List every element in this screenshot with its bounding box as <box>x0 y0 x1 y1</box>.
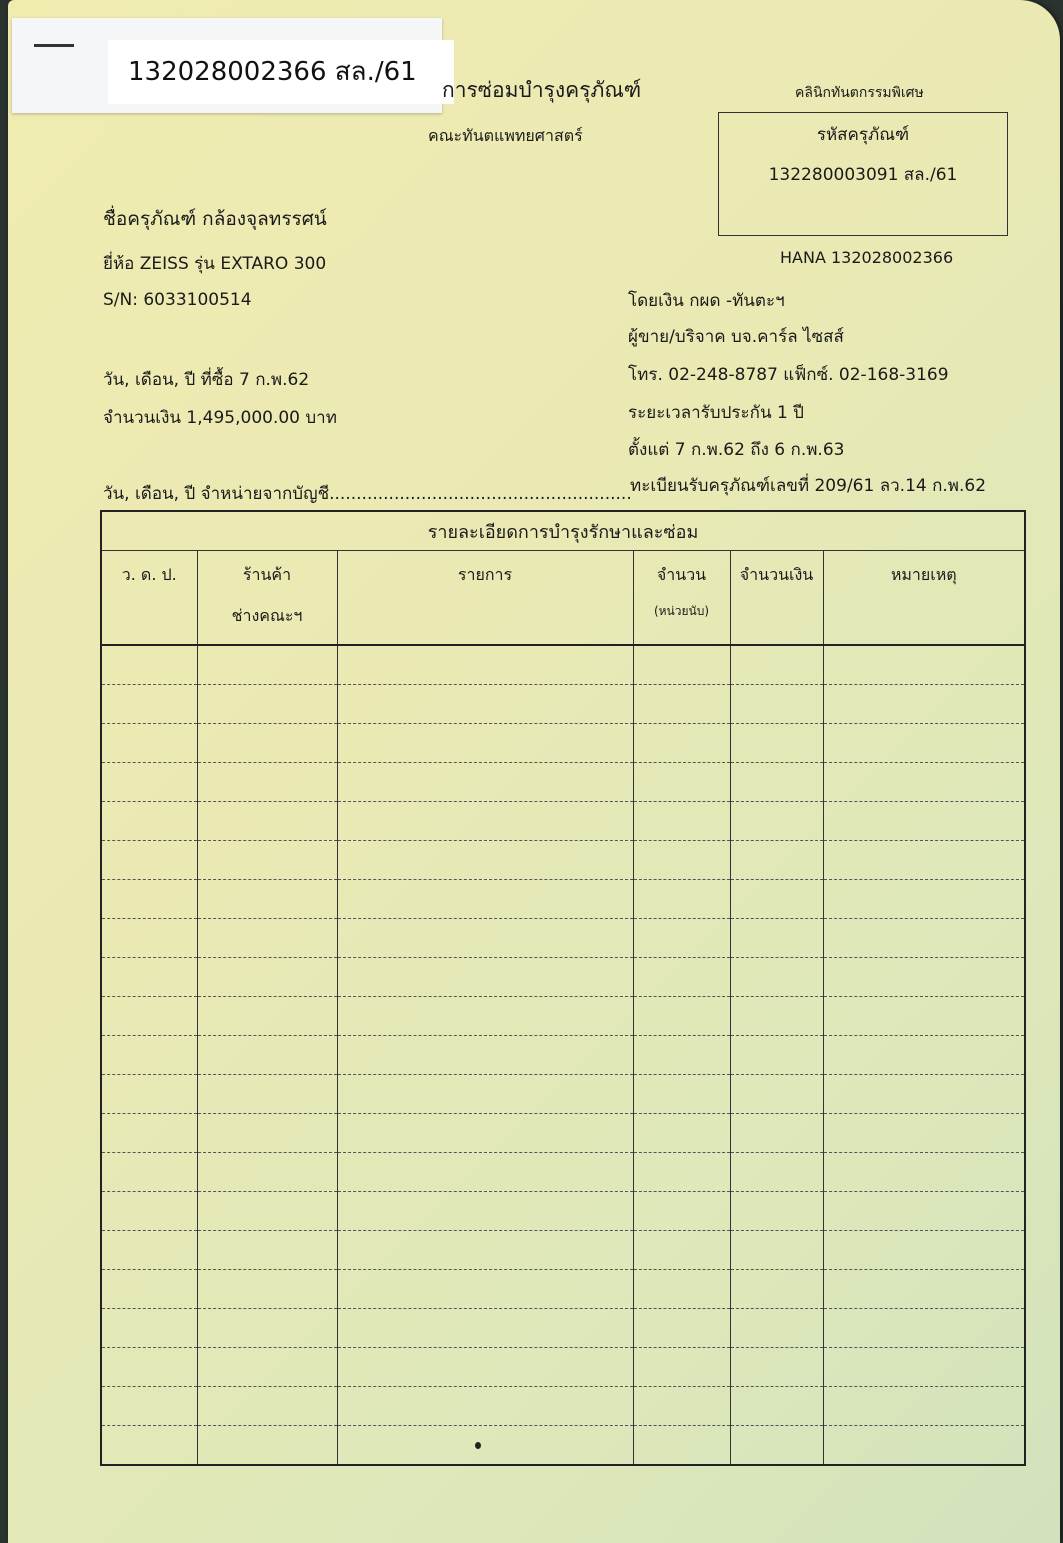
table-cell <box>633 802 730 841</box>
table-row <box>101 724 1025 763</box>
maintenance-table <box>100 510 1026 1466</box>
disposal-date: วัน, เดือน, ปี จำหน่ายจากบัญชี........................................................ <box>103 484 632 504</box>
table-cell <box>197 802 337 841</box>
table-cell <box>823 1387 1025 1426</box>
table-row <box>101 1192 1025 1231</box>
table-cell <box>197 724 337 763</box>
table-cell <box>633 880 730 919</box>
table-row <box>101 1153 1025 1192</box>
table-cell <box>823 1036 1025 1075</box>
table-cell <box>101 841 197 880</box>
table-cell <box>101 802 197 841</box>
table-cell <box>101 724 197 763</box>
table-cell <box>337 1309 633 1348</box>
form-title: การซ่อมบำรุงครุภัณฑ์ <box>442 78 642 102</box>
table-cell <box>633 1270 730 1309</box>
table-cell <box>197 1036 337 1075</box>
table-cell <box>337 1348 633 1387</box>
table-cell <box>337 1153 633 1192</box>
table-cell <box>823 1114 1025 1153</box>
table-cell <box>197 997 337 1036</box>
table-cell <box>101 1387 197 1426</box>
vendor: ผู้ขาย/บริจาค บจ.คาร์ล ไซสส์ <box>628 327 844 347</box>
table-cell <box>197 1270 337 1309</box>
col-shop: ร้านค้า ช่างคณะฯ <box>197 551 337 646</box>
table-cell <box>337 1387 633 1426</box>
table-cell <box>197 645 337 685</box>
table-cell <box>633 645 730 685</box>
table-cell <box>633 1309 730 1348</box>
table-row <box>101 919 1025 958</box>
table-row <box>101 880 1025 919</box>
table-cell <box>633 997 730 1036</box>
table-row <box>101 1231 1025 1270</box>
vendor-phone: โทร. 02-248-8787 แฟ็กซ์. 02-168-3169 <box>628 365 949 385</box>
table-cell <box>197 1075 337 1114</box>
table-cell <box>633 685 730 724</box>
table-cell <box>337 919 633 958</box>
table-row <box>101 802 1025 841</box>
table-cell <box>101 645 197 685</box>
table-cell <box>633 1153 730 1192</box>
table-cell <box>197 958 337 997</box>
table-cell <box>101 1270 197 1309</box>
table-cell <box>633 1387 730 1426</box>
table-cell <box>101 763 197 802</box>
table-cell <box>823 802 1025 841</box>
table-cell <box>633 919 730 958</box>
table-row <box>101 685 1025 724</box>
table-cell <box>101 1426 197 1466</box>
table-cell <box>730 802 823 841</box>
hana-code: HANA 132028002366 <box>780 248 954 267</box>
table-cell <box>337 841 633 880</box>
table-cell <box>730 724 823 763</box>
registry-number: ทะเบียนรับครุภัณฑ์เลขที่ 209/61 ลว.14 ก.พ.62 <box>630 476 987 496</box>
table-cell <box>197 685 337 724</box>
col-remarks: หมายเหตุ <box>823 551 1025 646</box>
table-cell <box>730 763 823 802</box>
table-cell <box>101 1075 197 1114</box>
table-cell <box>197 1153 337 1192</box>
purchase-amount: จำนวนเงิน 1,495,000.00 บาท <box>103 408 337 428</box>
table-cell <box>730 1426 823 1466</box>
table-cell <box>197 1114 337 1153</box>
table-cell <box>337 763 633 802</box>
sticker-dash <box>34 44 74 47</box>
brand-model: ยี่ห้อ ZEISS รุ่น EXTARO 300 <box>103 254 327 274</box>
table-cell <box>633 841 730 880</box>
table-cell <box>197 1309 337 1348</box>
warranty: ระยะเวลารับประกัน 1 ปี <box>628 403 804 423</box>
table-cell <box>337 685 633 724</box>
table-cell <box>823 1348 1025 1387</box>
table-cell <box>823 841 1025 880</box>
table-cell <box>823 1075 1025 1114</box>
table-cell <box>730 958 823 997</box>
asset-code-value: 132280003091 สล./61 <box>768 165 958 185</box>
table-cell <box>730 1075 823 1114</box>
table-row <box>101 841 1025 880</box>
table-cell <box>101 919 197 958</box>
table-cell <box>633 1231 730 1270</box>
table-row <box>101 1114 1025 1153</box>
table-cell <box>337 802 633 841</box>
table-cell <box>823 1192 1025 1231</box>
table-cell <box>730 1192 823 1231</box>
table-row <box>101 1387 1025 1426</box>
table-cell <box>730 1348 823 1387</box>
table-cell <box>101 958 197 997</box>
serial-number: S/N: 6033100514 <box>103 290 252 310</box>
table-cell <box>730 1153 823 1192</box>
table-cell <box>197 919 337 958</box>
funding-source: โดยเงิน กผด -ทันตะฯ <box>628 291 785 311</box>
table-cell <box>101 997 197 1036</box>
asset-name: ชื่อครุภัณฑ์ กล้องจุลทรรศน์ <box>103 208 327 230</box>
table-cell <box>823 1309 1025 1348</box>
table-cell <box>101 1348 197 1387</box>
table-cell <box>633 1036 730 1075</box>
col-item: รายการ <box>337 551 633 646</box>
table-cell <box>823 1270 1025 1309</box>
table-cell <box>633 1348 730 1387</box>
table-cell <box>823 763 1025 802</box>
table-cell <box>197 880 337 919</box>
table-cell <box>337 958 633 997</box>
table-cell <box>730 1231 823 1270</box>
table-cell <box>823 958 1025 997</box>
table-cell <box>823 919 1025 958</box>
table-row <box>101 1075 1025 1114</box>
table-caption: รายละเอียดการบำรุงรักษาและซ่อม <box>101 511 1025 551</box>
col-quantity: จำนวน (หน่วยนับ) <box>633 551 730 646</box>
table-cell <box>730 880 823 919</box>
table-row <box>101 1348 1025 1387</box>
table-cell <box>823 645 1025 685</box>
sticker-code: 132028002366 สล./61 <box>108 40 454 104</box>
table-row <box>101 958 1025 997</box>
table-row <box>101 763 1025 802</box>
table-cell <box>101 1231 197 1270</box>
table-cell <box>197 1426 337 1466</box>
table-cell <box>101 880 197 919</box>
sticker-label <box>12 18 442 113</box>
table-row <box>101 997 1025 1036</box>
table-row <box>101 1036 1025 1075</box>
warranty-period: ตั้งแต่ 7 ก.พ.62 ถึง 6 ก.พ.63 <box>628 440 845 460</box>
table-cell <box>197 1231 337 1270</box>
table-cell <box>633 1114 730 1153</box>
table-cell <box>823 880 1025 919</box>
table-cell <box>730 919 823 958</box>
table-cell <box>823 1426 1025 1466</box>
faculty-name: คณะทันตแพทยศาสตร์ <box>428 126 583 145</box>
table-cell <box>101 1309 197 1348</box>
table-cell <box>730 997 823 1036</box>
table-cell <box>101 685 197 724</box>
table-cell <box>337 997 633 1036</box>
paper-mark <box>475 1442 481 1449</box>
table-cell <box>633 1426 730 1466</box>
table-cell <box>633 724 730 763</box>
table-cell <box>101 1192 197 1231</box>
table-cell <box>823 1231 1025 1270</box>
table-cell <box>337 645 633 685</box>
table-row <box>101 645 1025 685</box>
table-cell <box>823 724 1025 763</box>
table-cell <box>337 1075 633 1114</box>
table-cell <box>337 724 633 763</box>
table-body <box>101 645 1025 1465</box>
table-cell <box>197 763 337 802</box>
table-cell <box>633 1075 730 1114</box>
table-cell <box>823 1153 1025 1192</box>
table-cell <box>823 685 1025 724</box>
table-row <box>101 1309 1025 1348</box>
asset-code-box <box>718 112 1008 236</box>
table-cell <box>337 1426 633 1466</box>
table-row <box>101 1426 1025 1466</box>
table-cell <box>337 1192 633 1231</box>
table-cell <box>730 841 823 880</box>
asset-code-label: รหัสครุภัณฑ์ <box>816 125 910 145</box>
table-cell <box>197 1387 337 1426</box>
table-cell <box>730 645 823 685</box>
table-cell <box>101 1114 197 1153</box>
table-cell <box>633 763 730 802</box>
table-cell <box>197 1348 337 1387</box>
table-cell <box>730 1036 823 1075</box>
table-row <box>101 1270 1025 1309</box>
table-cell <box>730 1270 823 1309</box>
table-cell <box>101 1153 197 1192</box>
table-cell <box>730 685 823 724</box>
table-cell <box>101 1036 197 1075</box>
clinic-name: คลินิกทันตกรรมพิเศษ <box>795 85 924 101</box>
table-cell <box>337 1270 633 1309</box>
table-cell <box>337 1231 633 1270</box>
table-cell <box>730 1114 823 1153</box>
col-amount: จำนวนเงิน <box>730 551 823 646</box>
purchase-date: วัน, เดือน, ปี ที่ซื้อ 7 ก.พ.62 <box>103 370 310 390</box>
table-cell <box>730 1387 823 1426</box>
table-cell <box>633 958 730 997</box>
table-cell <box>197 841 337 880</box>
table-cell <box>337 1114 633 1153</box>
table-cell <box>337 880 633 919</box>
table-cell <box>337 1036 633 1075</box>
table-cell <box>197 1192 337 1231</box>
table-header-row <box>101 551 1025 646</box>
table-cell <box>633 1192 730 1231</box>
table-cell <box>823 997 1025 1036</box>
col-date: ว. ด. ป. <box>101 551 197 646</box>
table-cell <box>730 1309 823 1348</box>
